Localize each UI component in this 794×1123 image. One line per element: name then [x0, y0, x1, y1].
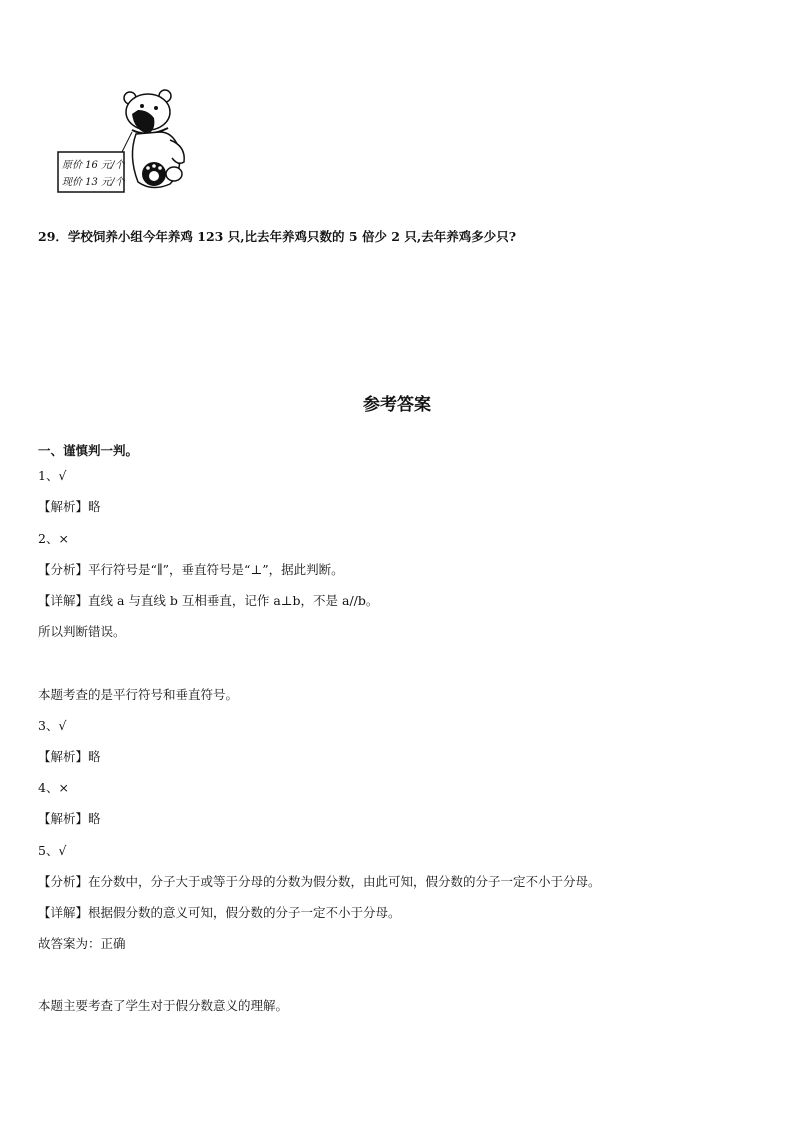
- answer-line: 所以判断错误。: [38, 624, 126, 639]
- answer-line: 4、×: [38, 780, 69, 795]
- answer-line: 【解析】略: [38, 811, 101, 826]
- answer-line: 本题主要考查了学生对于假分数意义的理解。: [38, 998, 289, 1013]
- answer-line: 【分析】在分数中，分子大于或等于分母的分数为假分数，由此可知，假分数的分子一定不小于分母。: [38, 874, 601, 889]
- answer-line: 【分析】平行符号是“∥”，垂直符号是“⊥”，据此判断。: [38, 562, 344, 577]
- answer-line: 2、×: [38, 531, 69, 546]
- answer-line: 【详解】根据假分数的意义可知，假分数的分子一定不小于分母。: [38, 905, 401, 920]
- sign-original-price: 原价 16 元/个: [62, 160, 125, 171]
- answer-line: 1、√: [38, 468, 67, 483]
- teddy-bear-illustration: [52, 86, 202, 198]
- answer-line: 故答案为：正确: [38, 936, 126, 951]
- question-29: 29．学校饲养小组今年养鸡 123 只,比去年养鸡只数的 5 倍少 2 只,去年养鸡多少只?: [38, 229, 517, 244]
- answer-line: 【详解】直线 a 与直线 b 互相垂直，记作 a⊥b，不是 a//b。: [38, 593, 379, 608]
- section-1-heading: 一、谨慎判一判。: [38, 443, 139, 458]
- answer-line: 【解析】略: [38, 499, 101, 514]
- answer-line: 5、√: [38, 843, 67, 858]
- sign-current-price: 现价 13 元/个: [62, 177, 125, 188]
- answer-line: 3、√: [38, 718, 67, 733]
- answer-line: 【解析】略: [38, 749, 101, 764]
- answer-line: 本题考查的是平行符号和垂直符号。: [38, 687, 239, 702]
- answer-title: 参考答案: [363, 395, 431, 415]
